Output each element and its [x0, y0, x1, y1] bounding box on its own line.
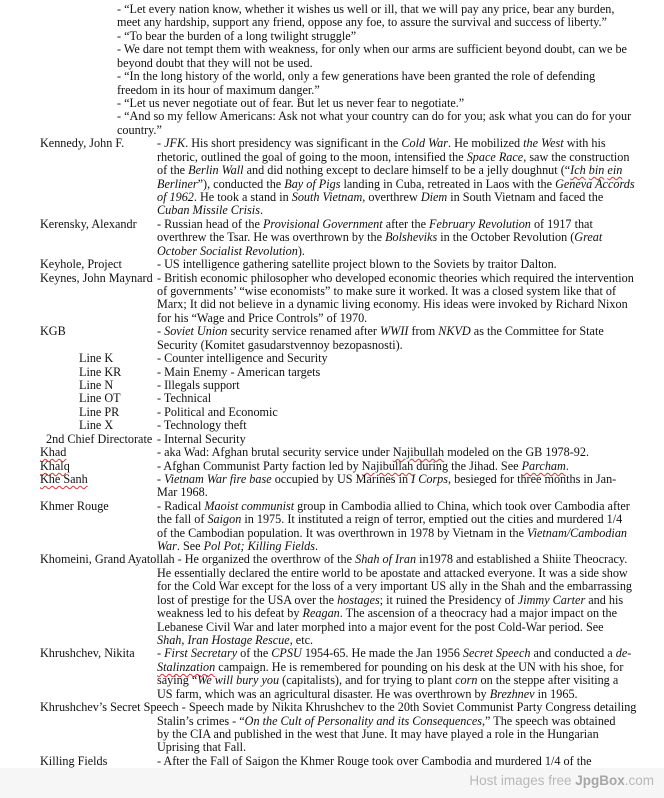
- text-run: campaign. He is remembered for pounding on his desk at the UN with his shoe, for: [215, 660, 624, 674]
- text-run: -: [157, 646, 165, 660]
- text-line: [0, 391, 664, 406]
- entry-term: [40, 552, 627, 567]
- text-run: , saw the construction: [523, 150, 630, 164]
- text-run: Shah of Iran: [355, 552, 417, 566]
- text-run: Berlin Wall: [188, 163, 244, 177]
- entry-text: [157, 257, 557, 272]
- text-run: (capitalists), and for trying to plant: [279, 673, 456, 687]
- text-run: Mar 1968.: [157, 485, 208, 499]
- text-run: rhetoric, outlined the goal of going to the moon, intensified the: [157, 150, 467, 164]
- text-run: overthrew the Tsar. He was overthrown by the: [157, 230, 386, 244]
- text-run: . He mobilized: [448, 136, 524, 150]
- text-run: US farm, which was an agricultural disaster. He was overthrown by: [157, 687, 490, 701]
- text-run: of 1962: [157, 190, 194, 204]
- text-run: on the steppe after visiting a: [477, 673, 619, 687]
- text-run: 2nd Chief Directorate: [46, 432, 153, 446]
- text-run: 1954-65. He made the Jan 1956: [301, 646, 463, 660]
- text-run: security service renamed after: [227, 324, 381, 338]
- text-run: Cold War: [401, 136, 449, 150]
- text-run: .: [259, 203, 263, 217]
- text-run: ”), conducted the: [197, 177, 285, 191]
- text-line: [0, 646, 664, 661]
- entry-text: [157, 230, 602, 245]
- text-run: Great: [574, 230, 603, 244]
- text-line: [0, 512, 664, 527]
- text-run: February Revolution: [429, 217, 531, 231]
- text-line: [0, 445, 664, 460]
- text-run: - aka Wad: Afghan brutal security service under: [157, 445, 393, 459]
- text-run: and his: [585, 593, 624, 607]
- text-run: -: [157, 472, 165, 486]
- text-run: October Socialist Revolution: [157, 244, 298, 258]
- text-run: Space Race: [466, 150, 524, 164]
- text-run: from: [408, 324, 439, 338]
- text-run: landing in Cuba, retreated in Laos with the: [340, 177, 556, 191]
- entry-term: [117, 15, 607, 30]
- entry-term: [117, 69, 595, 84]
- entry-term: [40, 136, 124, 151]
- text-run: . The ascension of a theocracy had a major impact on the: [339, 606, 618, 620]
- text-run: JFK: [164, 136, 186, 150]
- text-run: and did nothing except to declare himself to be a jelly doughnut (“: [243, 163, 571, 177]
- text-line: [0, 230, 664, 245]
- text-run: Berliner: [157, 177, 198, 191]
- text-run: country.”: [117, 123, 162, 137]
- text-run: the fall of: [157, 512, 208, 526]
- text-run: - Internal Security: [157, 432, 246, 446]
- text-run: , besieged for three months in Jan-: [448, 472, 617, 486]
- text-run: .: [315, 539, 319, 553]
- text-run: Khalq: [40, 459, 70, 473]
- text-line: [0, 579, 664, 594]
- text-run: -: [157, 136, 165, 150]
- text-run: - Technical: [157, 391, 212, 405]
- text-run: and conducted a: [530, 646, 616, 660]
- text-run: - “To bear the burden of a long twilight struggle”: [117, 29, 357, 43]
- text-run: Line K: [79, 351, 114, 365]
- text-run: Diem: [420, 190, 448, 204]
- text-run: Jimmy Carter: [517, 593, 586, 607]
- text-run: hostages: [337, 593, 380, 607]
- footer-brand: JpgBox: [575, 773, 625, 788]
- entry-text: [157, 646, 631, 661]
- text-line: [0, 606, 664, 621]
- entry-term: [117, 109, 631, 124]
- text-run: Kerensky, Alexandr: [40, 217, 137, 231]
- text-run: WWII: [380, 324, 409, 338]
- entry-term: [40, 445, 66, 460]
- text-run: by the CIA and published in the west that June. It may have played a role in the Hungarian: [157, 727, 599, 741]
- image-host-footer: [0, 768, 664, 798]
- text-run: - Russian head of the: [157, 217, 263, 231]
- text-run: Khrushchev’s Secret Speech - Speech made by Nikita Khrushchev to the 20th Soviet Communist Party Congress detailing: [40, 700, 637, 714]
- text-run: group in Cambodia allied to China, which took over Cambodia after: [294, 499, 630, 513]
- text-line: [0, 257, 664, 272]
- text-run: - Radical: [157, 499, 205, 513]
- footer-suffix: .com: [624, 773, 654, 788]
- text-line: [0, 418, 664, 433]
- text-run: Khe Sanh: [40, 472, 88, 486]
- entry-text: [157, 297, 628, 312]
- text-run: for the Cold War except for the loss of a very important US ally in the Shah and the embarrassing: [157, 579, 633, 593]
- text-run: We will bury you: [197, 673, 280, 687]
- text-run: in 1965.: [534, 687, 578, 701]
- text-run: He essentially declared the entire world to be apostate and attacked everyone. It was a side show: [157, 566, 628, 580]
- text-run: Line OT: [79, 391, 121, 405]
- text-run: KGB: [40, 324, 66, 338]
- text-run: Parcham: [521, 459, 566, 473]
- text-run: - After the Fall of Saigon the Khmer Rouge took over Cambodia and murdered 1/4 of the: [157, 754, 592, 768]
- text-run: . His short presidency was significant in the: [185, 136, 402, 150]
- image-host-link[interactable]: [469, 773, 654, 788]
- text-run: Bolsheviks: [385, 230, 438, 244]
- text-run: Geneva Accords: [555, 177, 635, 191]
- text-run: Saigon: [207, 512, 242, 526]
- text-run: Stalin’s crimes - “: [157, 714, 245, 728]
- text-run: Marx; It did not believe in a dynamic living economy. His ideas were invoked by Richard Nixon: [157, 297, 628, 311]
- text-line: [0, 203, 664, 218]
- text-run: Keyhole, Project: [40, 257, 122, 271]
- text-run: freedom in its hour of maximum danger.”: [117, 83, 320, 97]
- text-run: meet any hardship, support any friend, oppose any foe, to assure the survival and success of liberty.”: [117, 15, 607, 29]
- text-run: Line X: [79, 418, 114, 432]
- text-run: ein: [607, 163, 623, 177]
- text-run: , etc.: [289, 633, 314, 647]
- entry-term: [40, 324, 66, 339]
- text-run: - “Let us never negotiate out of fear. But let us never fear to negotiate.”: [117, 96, 465, 110]
- text-run: - Illegals support: [157, 378, 240, 392]
- entry-term: [117, 42, 627, 57]
- entry-text: [157, 606, 617, 621]
- text-run: modeled on the GB 1978-92.: [444, 445, 590, 459]
- text-run: Khrushchev, Nikita: [40, 646, 135, 660]
- text-run: Line KR: [79, 365, 122, 379]
- text-run: Khomeini, Grand Ayatollah - He organized the overthrow of the: [40, 552, 356, 566]
- text-run: of the: [237, 646, 272, 660]
- text-run: weakness led to his defeat by: [157, 606, 303, 620]
- text-line: [0, 297, 664, 312]
- text-run: Reagan: [302, 606, 340, 620]
- text-run: Kennedy, John F.: [40, 136, 125, 150]
- entry-text: [157, 512, 622, 527]
- text-run: Najibullah: [361, 459, 414, 473]
- text-line: [0, 136, 664, 151]
- entry-term: [40, 257, 122, 272]
- entry-text: [157, 203, 263, 218]
- text-run: Maoist communist: [204, 499, 295, 513]
- text-run: - US intelligence gathering satellite project blown to the Soviets by traitor Dalton.: [157, 257, 557, 271]
- text-run: ” The speech was obtained: [485, 714, 616, 728]
- entry-text: [157, 136, 606, 151]
- text-run: Shah, Iran Hostage Rescue: [157, 633, 290, 647]
- text-run: Vietnam/Cambodian: [527, 526, 628, 540]
- footer-prefix: Host images free: [469, 773, 576, 788]
- entry-text: [157, 324, 604, 339]
- text-run: with his: [563, 136, 606, 150]
- text-run: Khad: [40, 445, 67, 459]
- text-run: Cuban Missile Crisis: [157, 203, 260, 217]
- entry-term: [79, 418, 113, 433]
- text-run: South Vietnam: [291, 190, 363, 204]
- text-run: occupied by US Marines in: [271, 472, 412, 486]
- text-run: Provisional Government: [262, 217, 383, 231]
- text-run: Stalinzation: [157, 660, 216, 674]
- text-line: [0, 700, 664, 715]
- text-line: [0, 673, 664, 688]
- text-run: Bay of Pigs: [284, 177, 341, 191]
- text-run: ).: [297, 244, 305, 258]
- text-line: [0, 15, 664, 30]
- text-run: -: [157, 324, 165, 338]
- text-run: of 1917 that: [530, 217, 593, 231]
- entry-term: [79, 351, 113, 366]
- entry-text: [157, 351, 328, 366]
- text-run: Khmer Rouge: [40, 499, 109, 513]
- text-run: Line PR: [79, 405, 120, 419]
- entry-term: [79, 391, 121, 406]
- text-run: Uprising that Fall.: [157, 740, 247, 754]
- text-line: [0, 552, 664, 567]
- text-line: [0, 109, 664, 124]
- text-run: , overthrew: [362, 190, 421, 204]
- text-run: - “In the long history of the world, only a few generations have been granted the role of defending: [117, 69, 596, 83]
- text-run: - We dare not tempt them with weakness, for only when our arms are sufficient beyond doubt, can we be: [117, 42, 627, 56]
- text-run: Brezhnev: [489, 687, 535, 701]
- text-run: beyond doubt that they will not be used.: [117, 56, 313, 70]
- text-line: [0, 324, 664, 339]
- text-run: Ich: [570, 163, 586, 177]
- text-run: for his “Wage and Price Controls” of 1970.: [157, 311, 368, 325]
- text-run: - Afghan Communist Party faction led by: [157, 459, 362, 473]
- text-run: . See: [176, 539, 204, 553]
- entry-text: [157, 579, 632, 594]
- text-run: War: [157, 539, 177, 553]
- entry-text: [157, 740, 246, 755]
- text-run: corn: [455, 673, 478, 687]
- text-run: Vietnam War fire base: [164, 472, 272, 486]
- text-line: [0, 351, 664, 366]
- text-run: bin: [588, 163, 605, 177]
- text-run: saying “: [157, 673, 198, 687]
- entry-text: [157, 418, 247, 433]
- text-run: - British economic philosopher who developed economic theories which required the intervention: [157, 271, 634, 285]
- text-run: - Main Enemy - American targets: [157, 365, 321, 379]
- text-run: - Technology theft: [157, 418, 247, 432]
- text-run: in South Vietnam and faced the: [447, 190, 604, 204]
- text-run: I Corps: [411, 472, 449, 486]
- entry-text: [157, 485, 208, 500]
- text-run: ; it ruined the Presidency of: [379, 593, 518, 607]
- text-line: [0, 42, 664, 57]
- text-run: lost of prestige for the USA over the: [157, 593, 338, 607]
- text-run: of the: [157, 163, 189, 177]
- entry-text: [157, 673, 618, 688]
- text-line: [0, 163, 664, 178]
- entry-term: [40, 700, 636, 715]
- text-run: NKVD: [438, 324, 471, 338]
- entry-text: [157, 445, 589, 460]
- text-run: Lebanese Civil War and later morphed into a major event for the post Cold-War period. See: [157, 620, 604, 634]
- text-run: - Counter intelligence and Security: [157, 351, 328, 365]
- text-run: of governments’ “wise economists” to make sure it worked. It was a closed system like that of: [157, 284, 617, 298]
- text-run: CPSU: [271, 646, 302, 660]
- text-run: Secret Speech: [462, 646, 531, 660]
- entry-text: [157, 391, 211, 406]
- text-line: [0, 754, 664, 769]
- text-run: Keynes, John Maynard: [40, 271, 153, 285]
- text-run: - “And so my fellow Americans: Ask not what your country can do for you; ask what you can do for your: [117, 109, 632, 123]
- text-run: Pol Pot; Killing Fields: [203, 539, 315, 553]
- text-line: [0, 69, 664, 84]
- text-run: of the Cambodian population. It was overthrown in 1978 by Vietnam in the: [157, 526, 528, 540]
- text-run: .: [565, 459, 569, 473]
- text-run: the West: [523, 136, 564, 150]
- text-line: [0, 485, 664, 500]
- text-run: in1978 and established a Shiite Theocracy.: [416, 552, 628, 566]
- entry-text: [157, 754, 592, 769]
- text-run: Killing Fields: [40, 754, 108, 768]
- text-run: - Political and Economic: [157, 405, 278, 419]
- text-run: First Secretary: [164, 646, 238, 660]
- text-run: de-: [615, 646, 632, 660]
- entry-term: [40, 754, 107, 769]
- text-run: as the Committee for State: [470, 324, 604, 338]
- text-run: Najibullah: [392, 445, 445, 459]
- text-run: Soviet Union: [164, 324, 228, 338]
- text-run: On the Cult of Personality and its Consequences,: [244, 714, 486, 728]
- text-run: during the Jihad. See: [413, 459, 522, 473]
- entry-text: [157, 163, 622, 178]
- text-run: after the: [382, 217, 430, 231]
- text-run: in the October Revolution (: [437, 230, 575, 244]
- text-run: . He took a stand in: [193, 190, 292, 204]
- text-line: [0, 740, 664, 755]
- entry-term: [40, 646, 135, 661]
- text-run: - “Let every nation know, whether it wishes us well or ill, that we will pay any price, bear any burden,: [117, 2, 615, 16]
- text-run: Line N: [79, 378, 114, 392]
- text-run: in 1975. It instituted a reign of terror, emptied out the cities and murdered 1/4: [241, 512, 623, 526]
- text-run: Security (Komitet gasudarstvennoy bezopasnosti).: [157, 338, 403, 352]
